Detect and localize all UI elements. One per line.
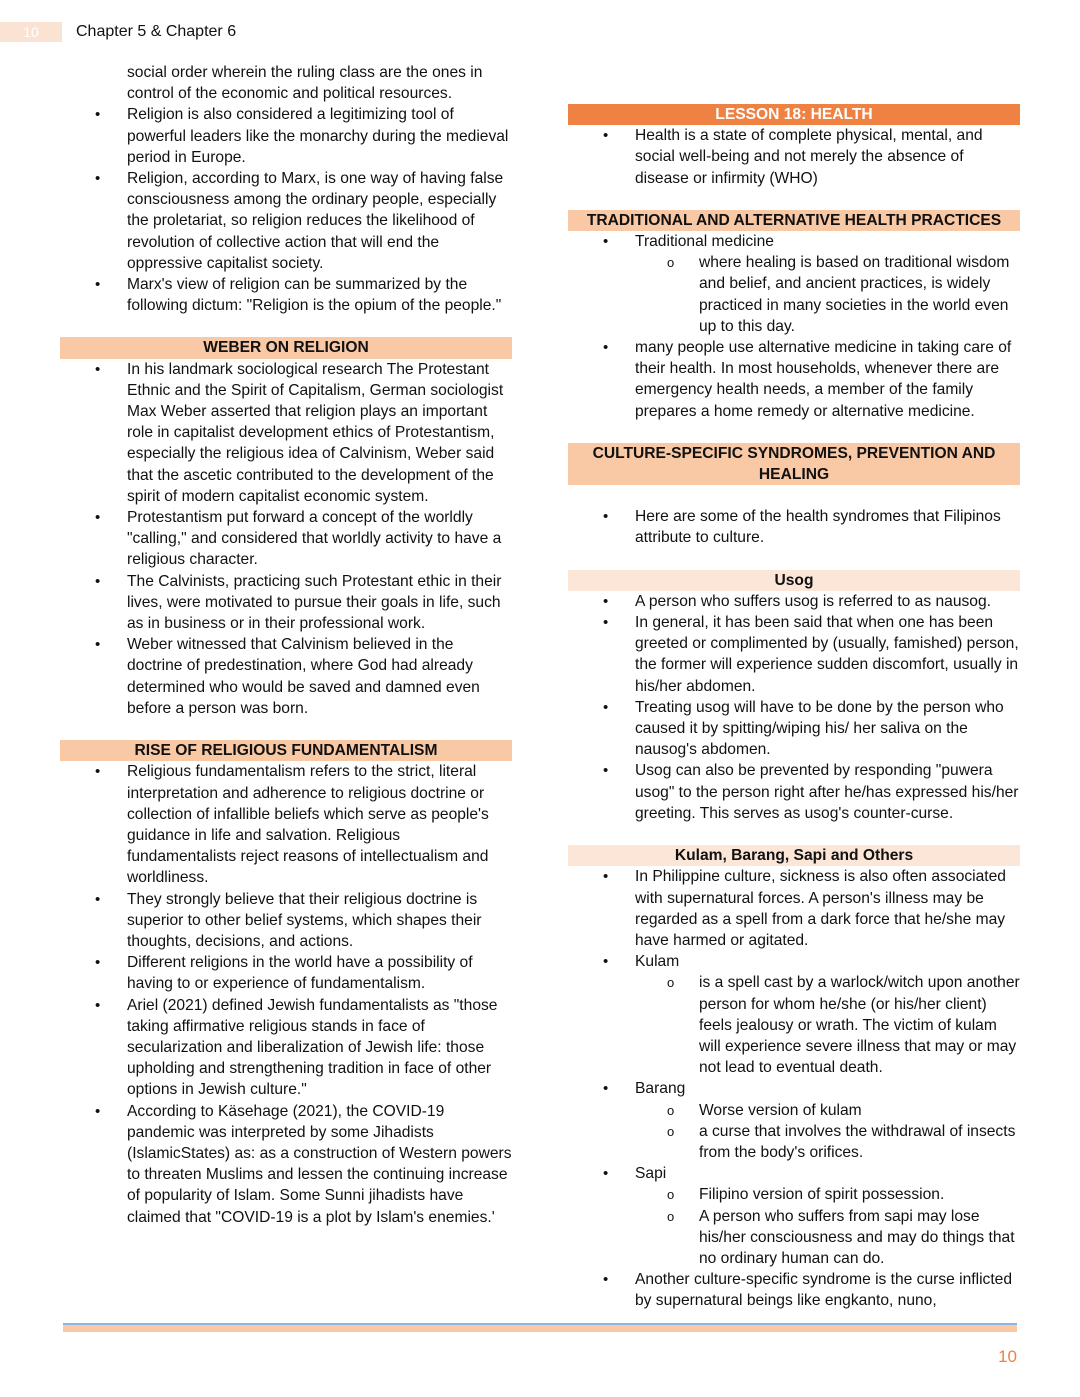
list-item-label: Barang <box>635 1080 686 1098</box>
sub-list-item: o Worse version of kulam <box>699 1100 1020 1121</box>
page-badge: 10 <box>0 22 62 42</box>
page-number: 10 <box>998 1347 1017 1366</box>
list-item-label: Sapi <box>635 1165 667 1183</box>
section-heading-culture: CULTURE-SPECIFIC SYNDROMES, PREVENTION AND HEALING <box>568 443 1020 485</box>
sub-list <box>635 252 1020 337</box>
sub-list-item: o is a spell cast by a warlock/witch upon another person for whom he/she (or his/her client) feels jealousy or wrath. The victim of kulam will experience severe illness that may or may not lead to eventual death. <box>699 972 1020 1078</box>
footer-bar <box>63 1323 1017 1332</box>
traditional-list <box>568 231 1020 422</box>
list-item <box>635 231 1020 337</box>
chapter-title: Chapter 5 & Chapter 6 <box>76 23 237 40</box>
list-item: • Treating usog will have to be done by the person who caused it by spitting/wiping his/ her saliva on the nausog's abdomen. <box>635 697 1020 761</box>
list-item: • In Philippine culture, sickness is also often associated with supernatural forces. A person's illness may be regarded as a spell from a dark force that he/she may have harmed or agitated. <box>635 866 1020 951</box>
list-item: • Usog can also be prevented by responding "puwera usog" to the person right after he/has expressed his/her greeting. This serves as usog's counter-curse. <box>635 760 1020 824</box>
section-heading-usog: Usog <box>568 570 1020 591</box>
list-item: • Religion, according to Marx, is one way of having false consciousness among the ordinary people, especially the proletariat, so religion reduces the likelihood of revolution of collective action that will end the oppressive capitalist society. <box>127 168 512 274</box>
right-column <box>568 104 1020 1312</box>
list-item <box>635 951 1020 1078</box>
list-item: • Religion is also considered a legitimizing tool of powerful leaders like the monarchy during the medieval period in Europe. <box>127 104 512 168</box>
weber-list <box>60 359 512 719</box>
list-item: • In general, it has been said that when one has been greeted or complimented by (usually, famished) person, the former will experience sudden discomfort, usually in his/her abdomen. <box>635 612 1020 697</box>
list-item: • The Calvinists, practicing such Protestant ethic in their lives, were motivated to pursue their goals in life, such as in business or in their professional work. <box>127 571 512 635</box>
sub-list-item: o A person who suffers from sapi may lose his/her consciousness and may do things that no ordinary human can do. <box>699 1206 1020 1270</box>
list-item: • In his landmark sociological research The Protestant Ethnic and the Spirit of Capitalism, German sociologist Max Weber asserted that religion plays an important role in capitalist development ethics of Protestantism, especially the religious idea of Calvinism, Weber said that the ascetic contributed to the development of the spirit of modern capitalist economic system. <box>127 359 512 507</box>
list-item-label: Kulam <box>635 953 680 971</box>
sub-list-item: o Filipino version of spirit possession. <box>699 1184 1020 1205</box>
continuation-text: social order wherein the ruling class are the ones in control of the economic and political resources. <box>127 64 483 103</box>
marx-list <box>60 104 512 316</box>
list-item <box>635 1163 1020 1269</box>
sub-list <box>635 972 1020 1078</box>
sub-list-item: o a curse that involves the withdrawal of insects from the body's orifices. <box>699 1121 1020 1163</box>
health-list <box>568 125 1020 189</box>
list-item: • Marx's view of religion can be summarized by the following dictum: "Religion is the opium of the people." <box>127 274 512 316</box>
list-item: • According to Käsehage (2021), the COVID-19 pandemic was interpreted by some Jihadists (IslamicStates) as: as a construction of Western powers to threaten Muslims and lessen the continuing increase of popularity of Islam. Some Sunni jihadists have claimed that "COVID-19 is a plot by Islam's enemies.' <box>127 1101 512 1228</box>
fundamentalism-list <box>60 761 512 1227</box>
sub-list-item: o where healing is based on traditional wisdom and belief, and ancient practices, is widely practiced in many societies in the world even up to this day. <box>699 252 1020 337</box>
section-heading-weber: WEBER ON RELIGION <box>60 337 512 358</box>
sub-list <box>635 1184 1020 1269</box>
sub-list <box>635 1100 1020 1164</box>
list-item: • Protestantism put forward a concept of the worldly "calling," and considered that worldly activity to have a religious character. <box>127 507 512 571</box>
culture-list <box>568 506 1020 548</box>
list-item: • They strongly believe that their religious doctrine is superior to other belief systems, which shapes their thoughts, decisions, and actions. <box>127 889 512 953</box>
usog-list <box>568 591 1020 824</box>
list-item: • Ariel (2021) defined Jewish fundamentalists as "those taking affirmative religious stands in face of secularization and liberalization of Jewish life: those upholding and strengthening tradition in face of other options in Jewish culture." <box>127 995 512 1101</box>
list-item: • many people use alternative medicine in taking care of their health. In most households, whenever there are emergency health needs, a member of the family prepares a home remedy or alternative medicine. <box>635 337 1020 422</box>
left-column <box>60 62 512 1228</box>
list-item-label: Traditional medicine <box>635 233 774 251</box>
section-heading-traditional: TRADITIONAL AND ALTERNATIVE HEALTH PRACTICES <box>568 210 1020 231</box>
section-heading-fundamentalism: RISE OF RELIGIOUS FUNDAMENTALISM <box>60 740 512 761</box>
list-item: • Health is a state of complete physical, mental, and social well-being and not merely the absence of disease or infirmity (WHO) <box>635 125 1020 189</box>
list-item: • Different religions in the world have a possibility of having to or experience of fundamentalism. <box>127 952 512 994</box>
list-item <box>635 1078 1020 1163</box>
list-item: • Another culture-specific syndrome is the curse inflicted by supernatural beings like engkanto, nuno, <box>635 1269 1020 1311</box>
list-item: • Here are some of the health syndromes that Filipinos attribute to culture. <box>635 506 1020 548</box>
list-item: • Weber witnessed that Calvinism believed in the doctrine of predestination, where God had already determined who would be saved and damned even before a person was born. <box>127 634 512 719</box>
section-heading-lesson: LESSON 18: HEALTH <box>568 104 1020 125</box>
list-item: • A person who suffers usog is referred to as nausog. <box>635 591 1020 612</box>
list-item: • Religious fundamentalism refers to the strict, literal interpretation and adherence to religious doctrine or collection of infallible beliefs which serve as people's guidance in life and salvation. Religious fundamentalists reject reasons of intellectualism and worldliness. <box>127 761 512 888</box>
kulam-list <box>568 866 1020 1311</box>
section-heading-kulam: Kulam, Barang, Sapi and Others <box>568 845 1020 866</box>
